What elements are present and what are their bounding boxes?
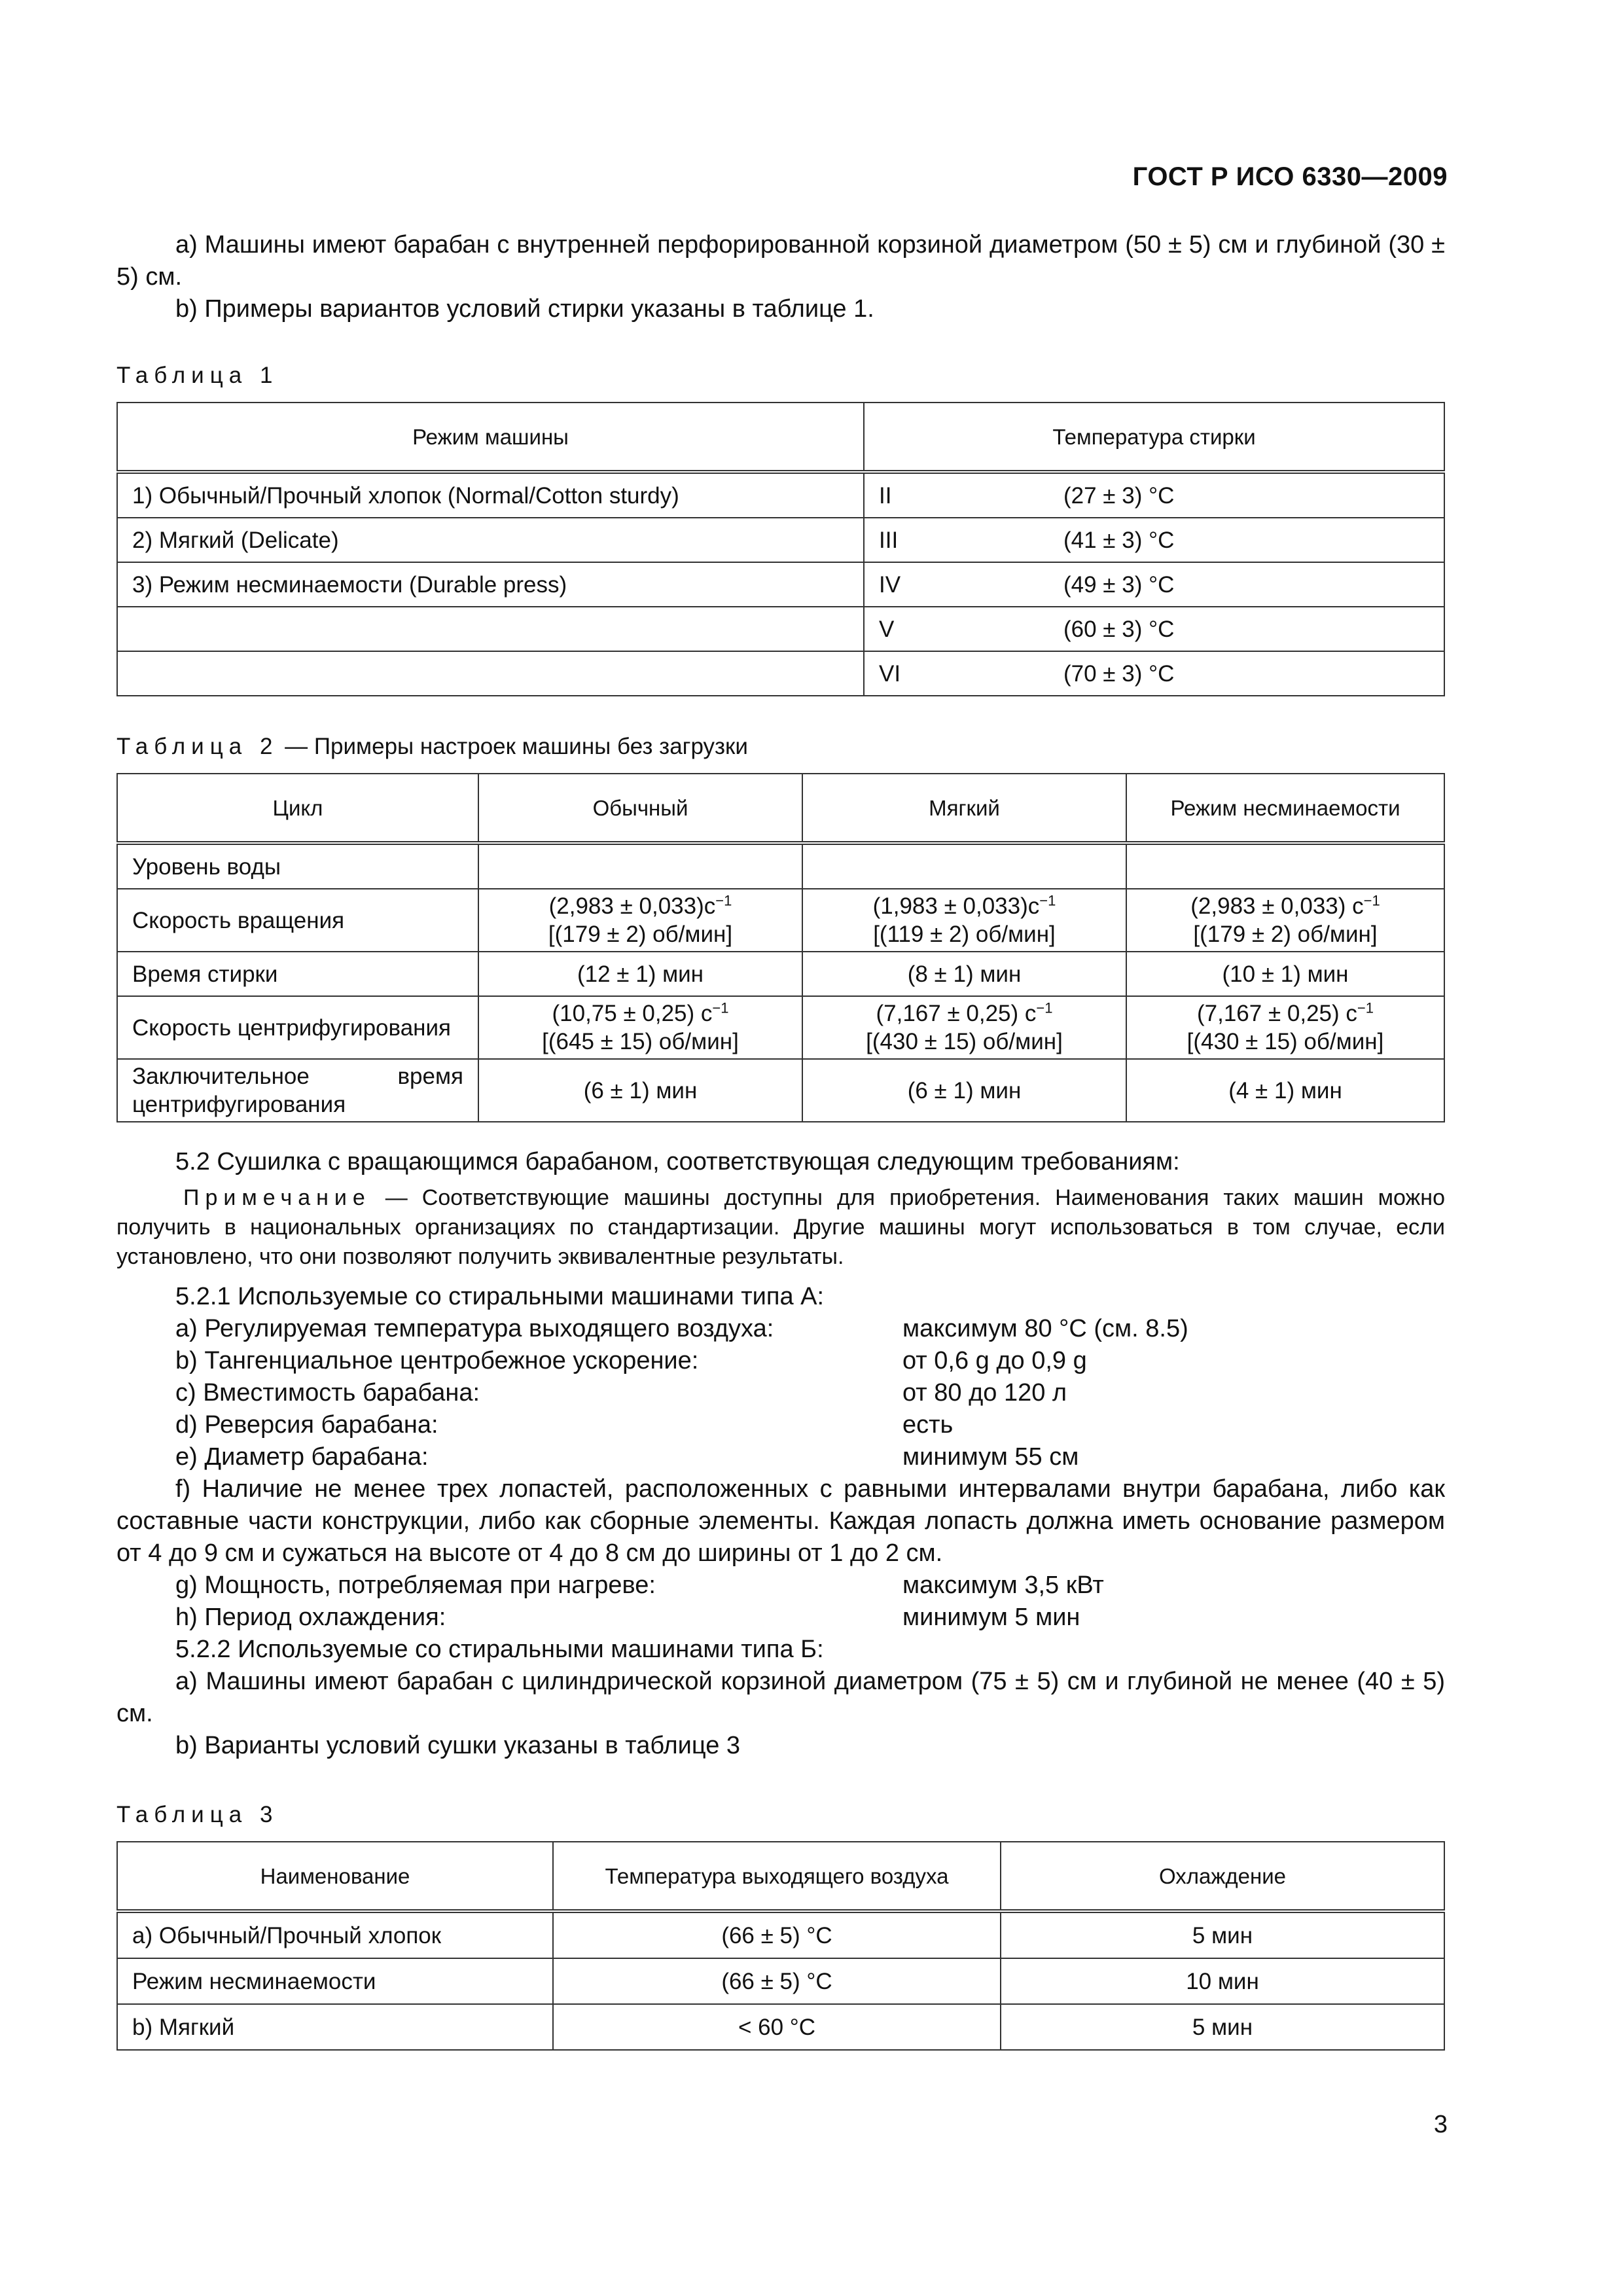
table1-cell: II [864,472,1063,518]
spec-row [116,1313,1445,1345]
unit-exponent: −1 [1039,892,1056,909]
table1-cell: (70 ± 3) °С [1063,651,1444,696]
table-row [117,1911,1444,1958]
table1-cell: (41 ± 3) °С [1063,518,1444,562]
intro-item-b: b) Примеры вариантов условий стирки указаны в таблице 1. [175,295,874,323]
table3-cell: (66 ± 5) °С [553,1911,1001,1958]
table2-cell-value: (12 ± 1) мин [577,961,704,987]
spec-row [116,1377,1445,1409]
table2-header-durable-press: Режим несминаемости [1126,774,1444,843]
table-row [117,562,1444,607]
table3-header-cooling: Охлаждение [1001,1842,1444,1911]
table3-cell: (66 ± 5) °С [553,1958,1001,2004]
table2-row-label: Время стирки [117,952,478,996]
table2-cell-line2: [(119 ± 2) об/мин] [873,922,1056,947]
table1-cell: 3) Режим несминаемости (Durable press) [117,562,864,607]
table3-cell: 5 мин [1001,2004,1444,2050]
spec-label: a) Регулируемая температура выходящего воздуха: [175,1315,774,1342]
table2-cell [478,1059,802,1122]
table3-cell: Режим несминаемости [117,1958,553,2004]
table2-cell-value: (8 ± 1) мин [907,961,1022,987]
spec-value: от 0,6 g до 0,9 g [902,1347,1087,1374]
note-text: — Соответствующие машины доступны для приобретения. Наименования таких машин можно получить в национальных организациях по стандартизации. Другие машины могут использоваться в том случае, если установлено, что они позволяют получить эквивалентные результаты. [116,1185,1445,1269]
unit-exponent: −1 [1363,892,1380,909]
table1-cell: (49 ± 3) °С [1063,562,1444,607]
table-row [117,1958,1444,2004]
spec-row [116,1409,1445,1441]
table2-cell [478,889,802,952]
table-row [117,889,1444,952]
spec-label: b) Тангенциальное центробежное ускорение: [175,1347,699,1374]
spec-row [116,1602,1445,1634]
table2-cell-value: (4 ± 1) мин [1228,1077,1342,1103]
table2-cell-line2: [(179 ± 2) об/мин] [548,922,733,947]
table-row [117,651,1444,696]
table-row [117,952,1444,996]
unit-exponent: −1 [1036,999,1053,1016]
table2-cell [478,843,802,889]
table2-cell-value: (1,983 ± 0,033)с [872,893,1040,919]
table2-cell-value: (6 ± 1) мин [907,1077,1022,1103]
table1-cell: (60 ± 3) °С [1063,607,1444,651]
spec-label: c) Вместимость барабана: [175,1379,480,1407]
spec-value: есть [902,1411,954,1439]
table2-cell [802,952,1126,996]
table2-row-label: Уровень воды [117,843,478,889]
table2-cell-line2: [(430 ± 15) об/мин] [1186,1029,1384,1054]
section-5-2-2-title: 5.2.2 Используемые со стиральными машинами типа Б: [175,1636,824,1663]
table1-cell [117,651,864,696]
table2-cell [1126,1059,1444,1122]
document-body [116,229,1445,2051]
table2-body [117,843,1444,1122]
unit-exponent: −1 [712,999,729,1016]
table2-cell [478,996,802,1059]
table-row [117,1059,1444,1122]
table2-row-label: Скорость вращения [117,889,478,952]
table2-cell [478,952,802,996]
table2-cell-line1 [493,960,787,988]
table2-cell [802,889,1126,952]
table-row [117,996,1444,1059]
table2-cell-value: (2,983 ± 0,033) с [1190,893,1364,919]
table2-cell [1126,952,1444,996]
spec-row [116,1441,1445,1473]
table2-cell-line2: [(430 ± 15) об/мин] [866,1029,1063,1054]
table2-header-normal: Обычный [478,774,802,843]
table3-cell: < 60 °С [553,2004,1001,2050]
table3-header-name: Наименование [117,1842,553,1911]
table2-cell-value: (10 ± 1) мин [1222,961,1349,987]
table2-cell-line1 [493,892,787,920]
table2-header-delicate: Мягкий [802,774,1126,843]
table3-cell: 5 мин [1001,1911,1444,1958]
section-5-2-title: 5.2 Сушилка с вращающимся барабаном, соответствующая следующим требованиям: [175,1148,1180,1175]
table-1 [116,402,1445,696]
table1-cell: VI [864,651,1063,696]
spec-value: максимум 80 °С (см. 8.5) [902,1315,1188,1342]
table2-cell-line2: [(645 ± 15) об/мин] [542,1029,739,1054]
table-3 [116,1841,1445,2051]
table2-cell-line1 [1141,960,1429,988]
table2-cell-line1 [493,999,787,1028]
table2-caption [116,730,1445,762]
section-5-2-2-item-b: b) Варианты условий сушки указаны в таблице 3 [175,1732,741,1759]
table-row [117,607,1444,651]
table2-cell-line1 [1141,999,1429,1028]
table2-cell-value: (10,75 ± 0,25) с [552,1001,713,1026]
table2-cell [1126,843,1444,889]
table1-cell: V [864,607,1063,651]
table1-header-temperature: Температура стирки [864,403,1444,472]
table2-cell-value: (2,983 ± 0,033)с [548,893,716,919]
spec-list-2 [116,1570,1445,1634]
table2-row-label: Скорость центрифугирования [117,996,478,1059]
table1-cell: IV [864,562,1063,607]
table2-cell [1126,996,1444,1059]
table2-cell [802,996,1126,1059]
table-row [117,2004,1444,2050]
section-5-2-2-item-a: a) Машины имеют барабан с цилиндрической корзиной диаметром (75 ± 5) см и глубиной не менее (40 ± 5) см. [116,1668,1445,1727]
spec-label: h) Период охлаждения: [175,1604,446,1631]
table2-cell-line2: [(179 ± 2) об/мин] [1193,922,1378,947]
table3-cell: 10 мин [1001,1958,1444,2004]
table2-cell [802,1059,1126,1122]
spec-label: d) Реверсия барабана: [175,1411,438,1439]
table2-caption-text: — Примеры настроек машины без загрузки [278,734,748,759]
spec-row [116,1345,1445,1377]
table1-caption: Таблица 1 [116,363,279,388]
spec-item-f: f) Наличие не менее трех лопастей, расположенных с равными интервалами внутри барабана, либо как составные части конструкции, либо как сборные элементы. Каждая лопасть должна иметь основание размером от 4 до 9 см и сужаться на высоте от 4 до 8 см до ширины от 1 до 2 см. [116,1475,1445,1567]
table2-cell-line1 [817,960,1111,988]
table2-cell-value: (7,167 ± 0,25) с [1197,1001,1357,1026]
table2-cell [1126,889,1444,952]
table-row [117,843,1444,889]
unit-exponent: −1 [1357,999,1374,1016]
table2-header-cycle: Цикл [117,774,478,843]
table3-header-air-temperature: Температура выходящего воздуха [553,1842,1001,1911]
table1-cell: 2) Мягкий (Delicate) [117,518,864,562]
table3-caption: Таблица 3 [116,1802,279,1827]
note-label: Примечание [183,1185,371,1210]
table1-cell: (27 ± 3) °С [1063,472,1444,518]
table-2 [116,773,1445,1122]
spec-value: минимум 55 см [902,1443,1079,1471]
page-number: 3 [1433,2111,1448,2138]
spec-row [116,1570,1445,1602]
table3-cell: b) Мягкий [117,2004,553,2050]
note [116,1183,1445,1272]
spec-label: g) Мощность, потребляемая при нагреве: [175,1571,656,1599]
table2-caption-label: Таблица 2 [116,734,279,759]
unit-exponent: −1 [715,892,732,909]
standard-code-header: ГОСТ Р ИСО 6330—2009 [1132,162,1448,191]
table2-row-label: Заключительное время центрифугирования [117,1059,478,1122]
table1-cell: III [864,518,1063,562]
table2-cell-line1 [1141,892,1429,920]
spec-label: e) Диаметр барабана: [175,1443,429,1471]
table-row [117,518,1444,562]
spec-value: максимум 3,5 кВт [902,1571,1104,1599]
table1-cell [117,607,864,651]
table2-cell-line1 [817,999,1111,1028]
table2-cell [802,843,1126,889]
table2-cell-line1 [817,892,1111,920]
table1-cell: 1) Обычный/Прочный хлопок (Normal/Cotton sturdy) [117,472,864,518]
table2-cell-line1 [1141,1077,1429,1105]
spec-value: от 80 до 120 л [902,1379,1067,1407]
spec-value: минимум 5 мин [902,1604,1080,1631]
table2-cell-line1 [817,1077,1111,1105]
intro-item-a: a) Машины имеют барабан с внутренней перфорированной корзиной диаметром (50 ± 5) см и глубиной (30 ± 5) см. [116,231,1445,291]
spec-list-1 [116,1313,1445,1473]
table-row [117,472,1444,518]
table2-cell-line1 [493,1077,787,1105]
table3-cell: a) Обычный/Прочный хлопок [117,1911,553,1958]
section-5-2-1-title: 5.2.1 Используемые со стиральными машинами типа А: [175,1283,825,1310]
table1-header-mode: Режим машины [117,403,864,472]
table2-cell-value: (7,167 ± 0,25) с [876,1001,1037,1026]
table2-cell-value: (6 ± 1) мин [583,1077,698,1103]
